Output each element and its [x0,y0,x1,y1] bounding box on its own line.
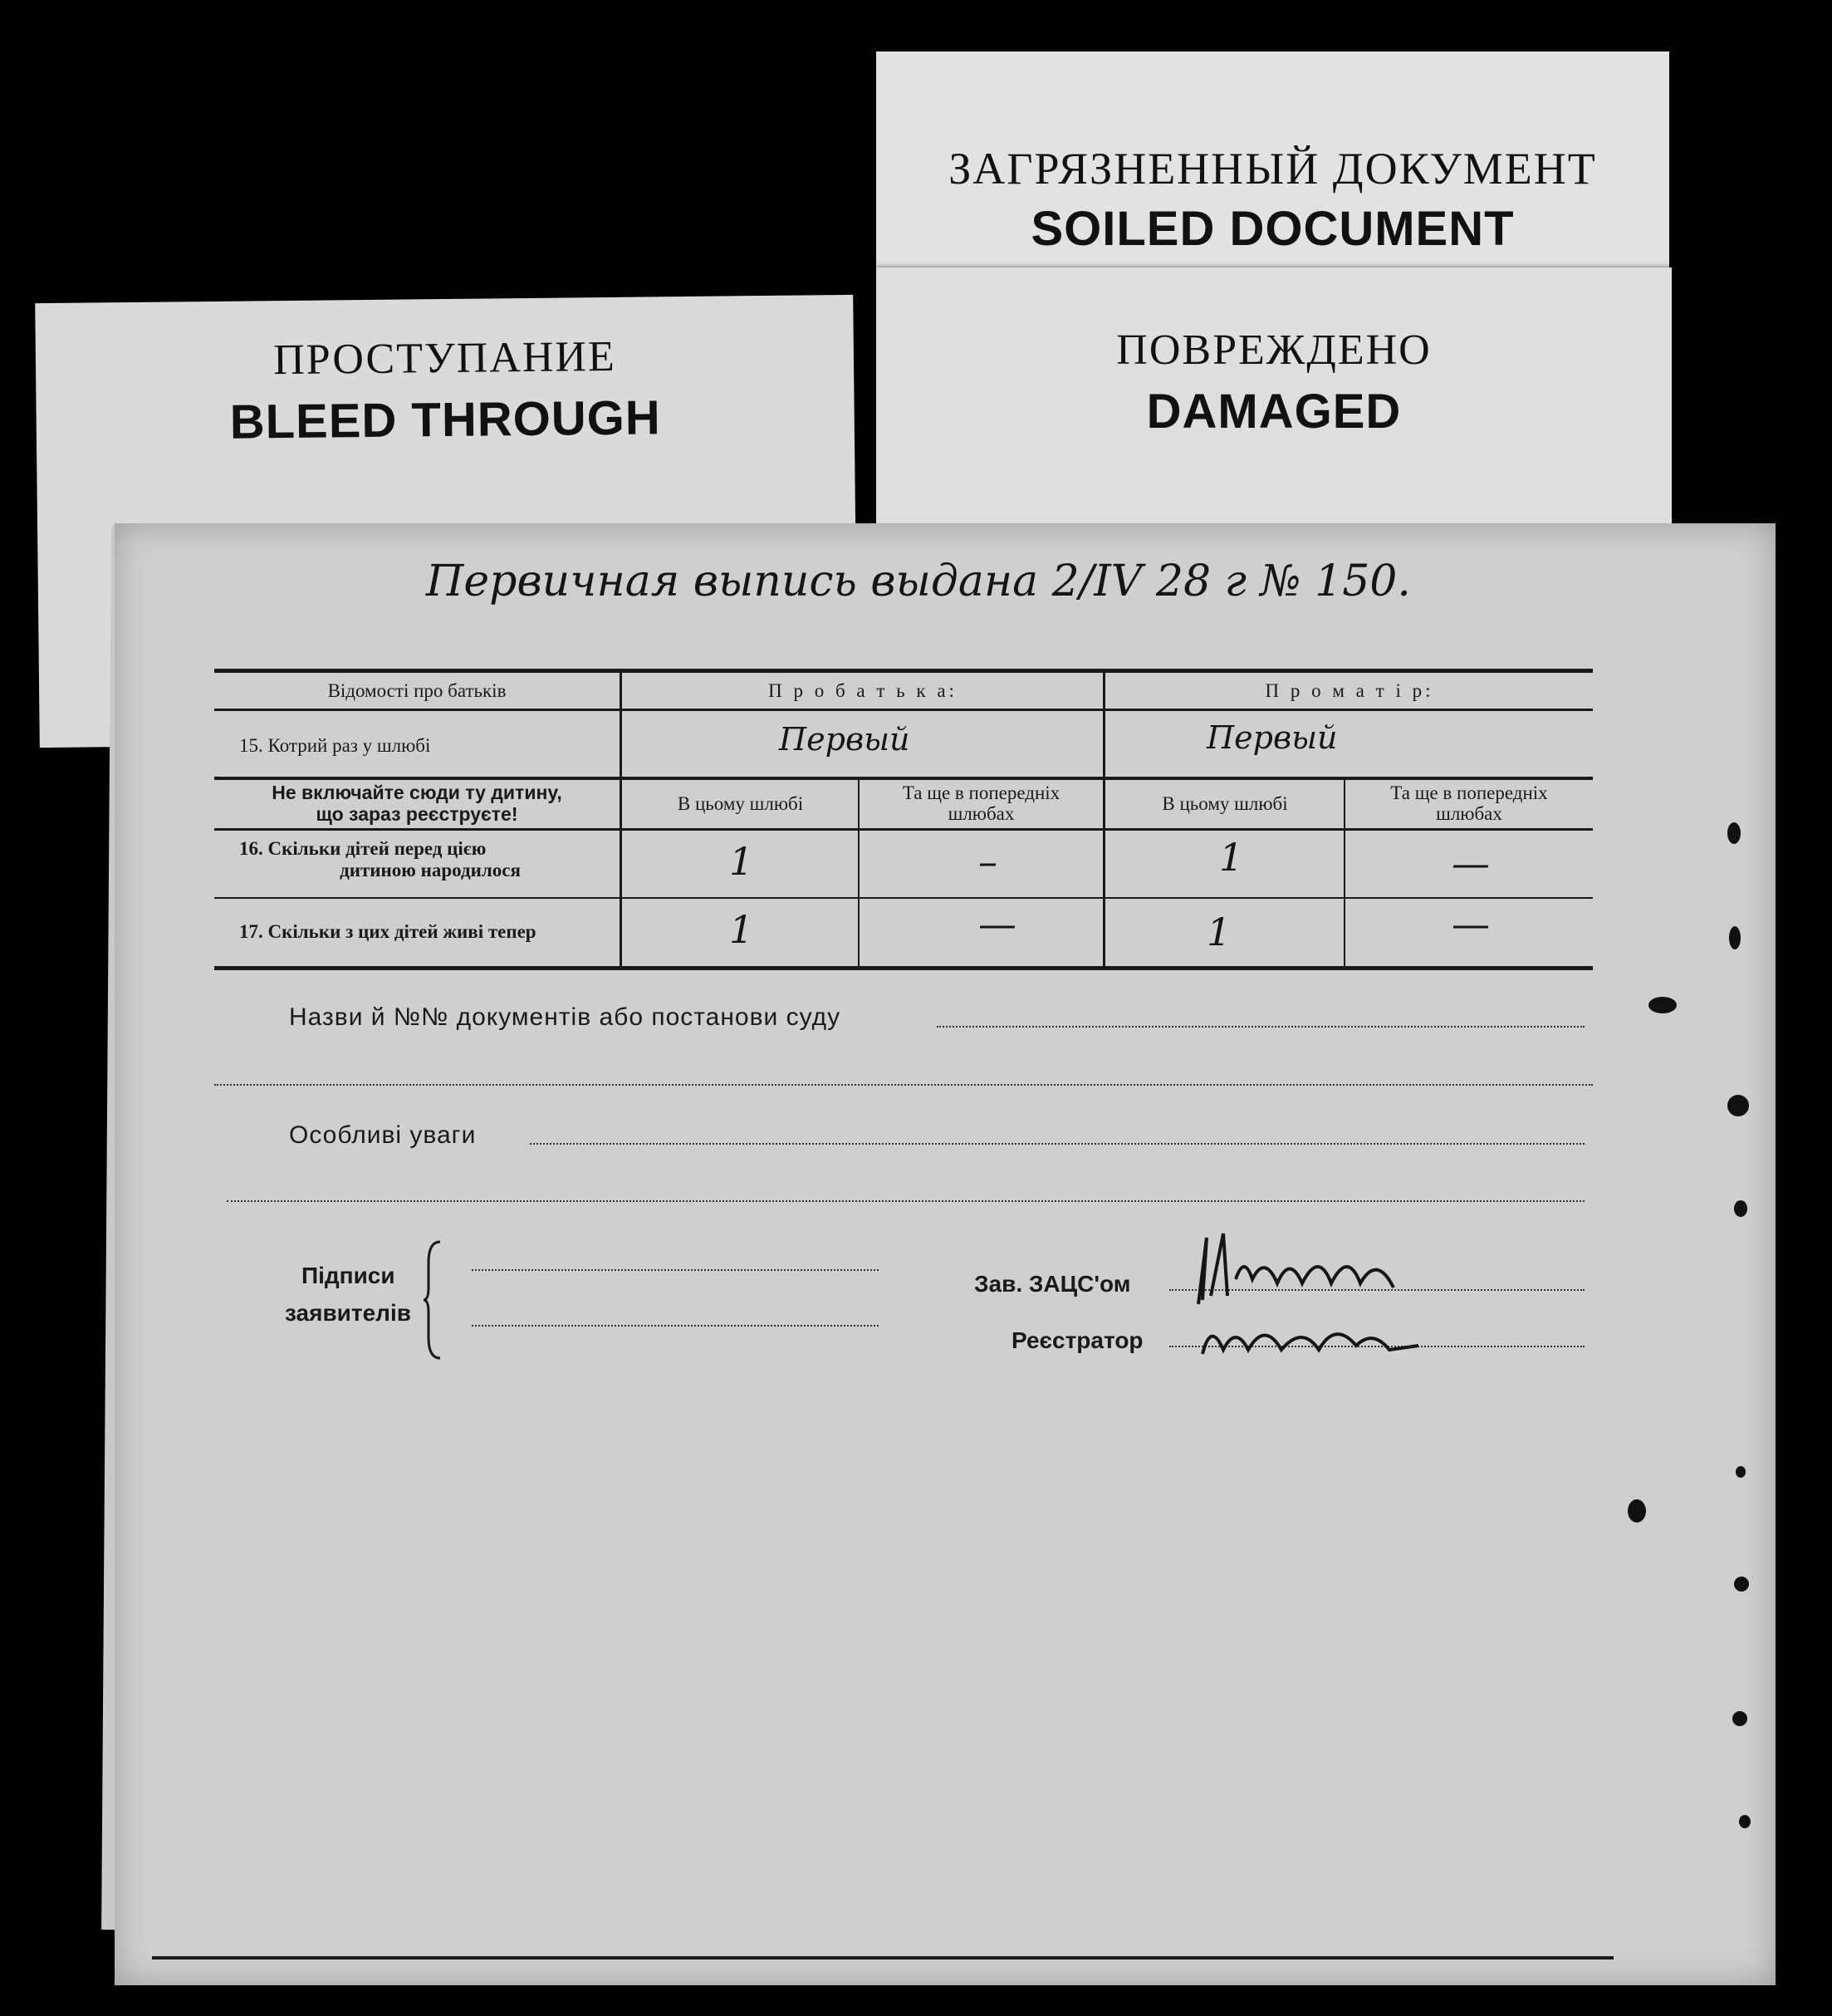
sub-father-prev-line1: Та ще в попередніх [902,782,1061,803]
table-rule [214,897,1593,899]
bleed-through-en: BLEED THROUGH [229,390,661,449]
sub-mother-prev-line2: шлюбах [1436,803,1502,824]
registrar-label: Реєстратор [1012,1327,1144,1353]
row16-father-prev: – [978,839,997,884]
row17-father-prev: — [978,901,1016,946]
punch-hole [1732,1711,1747,1726]
signatures-brace [422,1238,447,1362]
head-registry-label: Зав. ЗАЦС'ом [974,1271,1131,1297]
sub-father-prev-line2: шлюбах [948,803,1015,824]
punch-hole [1648,997,1677,1013]
notes-label: Особливі уваги [289,1121,477,1149]
note-line-2: що зараз реєструєте! [316,803,518,825]
table-rule [214,709,1593,711]
table-bottom-rule [214,966,1593,970]
punch-hole [1729,926,1741,949]
sub-father-this-marriage: В цьому шлюбі [677,793,804,814]
handwritten-signatures [1186,1204,1535,1371]
documents-label: Назви й №№ документів або постанови суду [289,1003,841,1031]
row17-label: 17. Скільки з цих дітей живі тепер [239,921,536,942]
documents-line [937,1026,1585,1028]
punch-hole [1734,1200,1747,1217]
notes-line-2 [227,1200,1585,1202]
row15-mother-value: Первый [1207,719,1338,756]
punch-hole [1739,1815,1751,1828]
sub-mother-prev-line1: Та ще в попередніх [1390,782,1548,803]
col-header-parents: Відомості про батьків [327,680,507,701]
damaged-en: DAMAGED [1146,385,1402,439]
soiled-document-card [876,52,1669,301]
punch-hole [1736,1466,1746,1478]
table-col-divider [1103,673,1105,968]
table-top-rule [214,669,1593,673]
bleed-through-ru: ПРОСТУПАНИЕ [272,332,617,385]
header-handwritten-note: Первичная выпись выдана 2/IV 28 г № 150. [426,557,1411,606]
punch-hole [1628,1499,1646,1523]
table-rule [214,777,1593,780]
signatures-label-line1: Підписи [301,1263,395,1288]
signatures-label-line2: заявителів [285,1300,411,1326]
sheet-bottom-rule [152,1956,1614,1960]
row17-mother-this: 1 [1207,910,1232,954]
punch-hole [1727,1095,1749,1116]
notes-line [530,1143,1585,1145]
row16-mother-prev: — [1452,841,1490,885]
row16-father-this: 1 [729,839,754,884]
row17-father-this: 1 [729,907,754,952]
row16-mother-this: 1 [1219,835,1244,880]
col-header-mother: П р о м а т і р: [1265,680,1434,701]
soiled-document-en: SOILED DOCUMENT [1031,202,1515,256]
applicant-signature-line-2 [472,1325,879,1327]
document-sheet [115,523,1776,1985]
table-col-divider [620,673,622,968]
soiled-document-ru: ЗАГРЯЗНЕННЫЙ ДОКУМЕНТ [948,144,1597,194]
punch-hole [1727,822,1741,844]
row16-label-line1: 16. Скільки дітей перед цією [239,838,487,859]
row16-label-line2: дитиною народилося [340,860,521,880]
damaged-ru: ПОВРЕЖДЕНО [1116,326,1432,374]
sub-mother-this-marriage: В цьому шлюбі [1162,793,1288,814]
documents-line-2 [214,1084,1593,1086]
row15-label: 15. Котрий раз у шлюбі [239,735,431,756]
table-rule [214,828,1593,831]
note-line-1: Не включайте сюди ту дитину, [272,782,562,803]
punch-hole [1734,1577,1749,1592]
col-header-father: П р о б а т ь к а: [768,680,958,701]
row17-mother-prev: — [1452,901,1490,946]
damaged-card [876,267,1672,533]
applicant-signature-line-1 [472,1269,879,1271]
row15-father-value: Первый [779,721,910,758]
